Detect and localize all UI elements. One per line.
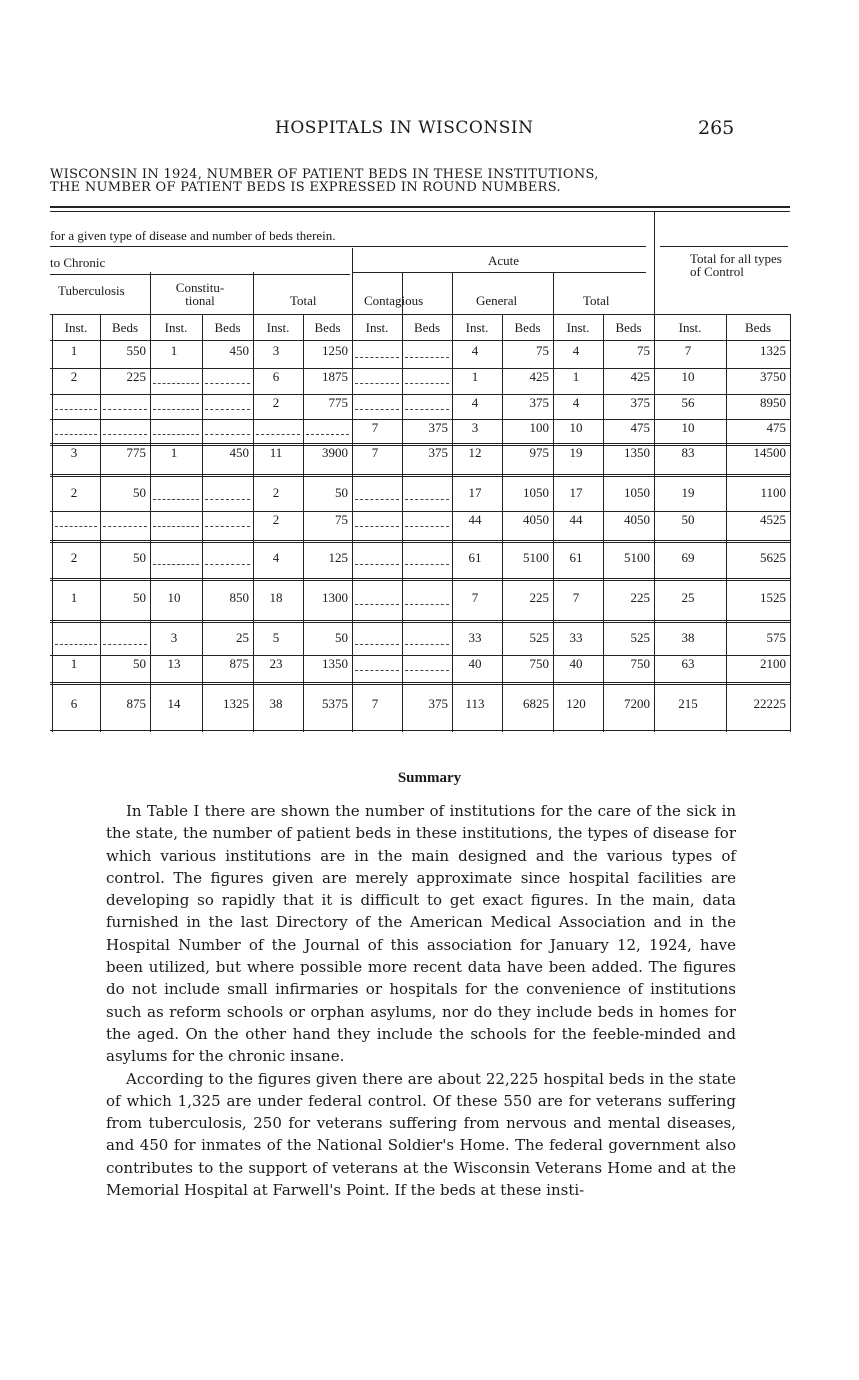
table-column-rule	[654, 212, 655, 732]
table-cell: 4	[572, 343, 580, 358]
column-header-beds: Beds	[414, 320, 440, 335]
table-cell: 1350	[624, 445, 650, 460]
table-cell: 50	[133, 590, 146, 605]
table-cell: 14	[167, 696, 181, 711]
table-cell: 775	[126, 445, 146, 460]
table-cell: 44	[468, 512, 482, 527]
table-cell: 113	[465, 696, 485, 711]
row-rule	[50, 730, 790, 731]
table-cell: 5	[272, 630, 280, 645]
empty-cell-dash	[405, 499, 449, 500]
table-cell: 3	[272, 343, 280, 358]
column-header-beds: Beds	[112, 320, 138, 335]
table-cell: 4525	[760, 512, 786, 527]
table-cell: 6	[272, 369, 280, 384]
column-header-inst: Inst.	[566, 320, 590, 335]
table-cell: 575	[766, 630, 786, 645]
empty-cell-dash	[205, 434, 250, 435]
table-cell: 4	[471, 343, 479, 358]
table-cell: 75	[536, 343, 549, 358]
empty-cell-dash	[153, 499, 199, 500]
table-cell: 7	[371, 696, 379, 711]
column-header-beds: Beds	[214, 320, 241, 335]
table-cell: 550	[126, 343, 146, 358]
table-cell: 7	[572, 590, 580, 605]
table-cell: 100	[529, 420, 549, 435]
empty-cell-dash	[205, 526, 250, 527]
chronic-sub-rule	[150, 274, 350, 275]
table-cell: 3900	[322, 445, 348, 460]
empty-cell-dash	[103, 434, 147, 435]
table-cell: 525	[630, 630, 650, 645]
table-cell: 1	[170, 445, 178, 460]
table-cell: 18	[269, 590, 283, 605]
table-column-rule	[352, 248, 353, 732]
table-cell: 1	[572, 369, 580, 384]
empty-cell-dash	[205, 409, 250, 410]
table-cell: 75	[637, 343, 650, 358]
empty-cell-dash	[355, 644, 399, 645]
table-cell: 3750	[760, 369, 786, 384]
summary-paragraph-2: According to the figures given there are about 22,225 hospital beds in the state of which 1,325 are under federal control. Of these 550 are for veterans suffering from tuberculosis, 250 for veterans suffering from nervous and mental diseases, and 450 for inmates of the National Soldier's Home. The federal government also contributes to the support of veterans at the Wisconsin Veterans Home and at the Memorial Hospital at Farwell's Point. If the beds at these insti-	[106, 1069, 736, 1200]
table-cell: 750	[529, 656, 549, 671]
table-cell: 375	[428, 696, 448, 711]
header-acute: Acute	[488, 253, 520, 268]
table-cell: 375	[630, 395, 650, 410]
table-cell: 50	[335, 630, 348, 645]
table-cell: 1325	[760, 343, 786, 358]
empty-cell-dash	[355, 383, 399, 384]
column-header-inst: Inst.	[678, 320, 702, 335]
table-cell: 215	[678, 696, 698, 711]
table-cell: 50	[335, 485, 348, 500]
caption-line-2: THE NUMBER OF PATIENT BEDS IS EXPRESSED IN ROUND NUMBERS.	[50, 180, 561, 195]
table-cell: 1	[70, 656, 78, 671]
table-cell: 4050	[624, 512, 650, 527]
header-tuberculosis: Tuberculosis	[58, 283, 125, 298]
table-cell: 2	[272, 395, 280, 410]
table-cell: 50	[133, 485, 146, 500]
table-cell: 875	[229, 656, 249, 671]
table-cell: 11	[269, 445, 283, 460]
table-cell: 10	[681, 369, 695, 384]
table-cell: 8950	[760, 395, 786, 410]
table-column-rule	[790, 314, 791, 732]
table-cell: 120	[566, 696, 586, 711]
row-rule	[50, 540, 790, 543]
column-header-beds: Beds	[615, 320, 642, 335]
empty-cell-dash	[103, 644, 147, 645]
column-header-inst: Inst.	[465, 320, 489, 335]
table-cell: 775	[328, 395, 348, 410]
table-cell: 1	[471, 369, 479, 384]
table-cell: 375	[428, 445, 448, 460]
table-cell: 19	[569, 445, 583, 460]
table-cell: 2	[272, 485, 280, 500]
table-cell: 3	[170, 630, 178, 645]
header-rule-top	[50, 246, 646, 247]
table-cell: 1325	[223, 696, 249, 711]
caption-rule	[50, 206, 790, 212]
header-rule-total	[660, 246, 788, 247]
table-cell: 1875	[322, 369, 348, 384]
col-header-rule-top	[50, 314, 790, 315]
table-cell: 6	[70, 696, 78, 711]
empty-cell-dash	[405, 564, 449, 565]
table-cell: 225	[126, 369, 146, 384]
table-cell: 7	[371, 420, 379, 435]
caption-line-1: WISCONSIN IN 1924, NUMBER OF PATIENT BEDS IN THESE INSTITUTIONS,	[50, 167, 599, 182]
header-constitutional: Constitu- tional	[175, 280, 225, 308]
table-cell: 33	[569, 630, 583, 645]
table-cell: 17	[468, 485, 482, 500]
table-cell: 75	[335, 512, 348, 527]
table-cell: 4	[272, 550, 280, 565]
empty-cell-dash	[153, 434, 199, 435]
table-cell: 7200	[624, 696, 650, 711]
table-cell: 125	[328, 550, 348, 565]
header-chronic-total: Total	[290, 293, 317, 308]
table-cell: 475	[630, 420, 650, 435]
table-cell: 7	[684, 343, 692, 358]
empty-cell-dash	[256, 434, 300, 435]
table-cell: 61	[569, 550, 583, 565]
empty-cell-dash	[55, 526, 97, 527]
table-cell: 2	[272, 512, 280, 527]
column-header-inst: Inst.	[164, 320, 188, 335]
table-cell: 33	[468, 630, 482, 645]
table-cell: 25	[681, 590, 695, 605]
empty-cell-dash	[205, 499, 250, 500]
table-cell: 1	[70, 343, 78, 358]
table-cell: 40	[569, 656, 583, 671]
summary-body	[106, 800, 736, 1201]
table-cell: 17	[569, 485, 583, 500]
table-cell: 875	[126, 696, 146, 711]
column-header-beds: Beds	[745, 320, 771, 335]
header-general: General	[476, 293, 518, 308]
row-rule	[50, 620, 790, 623]
empty-cell-dash	[355, 564, 399, 565]
table-cell: 7	[371, 445, 379, 460]
table-cell: 38	[269, 696, 283, 711]
table-cell: 1250	[322, 343, 348, 358]
table-cell: 23	[269, 656, 283, 671]
table-cell: 1050	[523, 485, 549, 500]
table-cell: 525	[529, 630, 549, 645]
empty-cell-dash	[205, 564, 250, 565]
table-cell: 375	[529, 395, 549, 410]
column-header-beds: Beds	[514, 320, 541, 335]
table-cell: 2	[70, 550, 78, 565]
table-cell: 50	[133, 550, 146, 565]
table-cell: 3	[70, 445, 78, 460]
table-cell: 425	[529, 369, 549, 384]
table-cell: 1525	[760, 590, 786, 605]
running-head	[0, 118, 859, 142]
table-cell: 22225	[753, 696, 786, 711]
header-acute-total: Total	[583, 293, 610, 308]
table-column-rule	[402, 272, 403, 732]
table-cell: 5100	[624, 550, 650, 565]
table-top-note: for a given type of disease and number of beds therein.	[50, 228, 336, 243]
table-cell: 61	[468, 550, 482, 565]
empty-cell-dash	[55, 409, 97, 410]
column-header-inst: Inst.	[266, 320, 290, 335]
table-cell: 2100	[760, 656, 786, 671]
empty-cell-dash	[355, 670, 399, 671]
table-cell: 1	[170, 343, 178, 358]
table-cell: 1100	[760, 485, 786, 500]
table-cell: 10	[167, 590, 181, 605]
table-cell: 63	[681, 656, 695, 671]
page-number: 265	[698, 117, 735, 139]
empty-cell-dash	[355, 499, 399, 500]
table-cell: 44	[569, 512, 583, 527]
table-cell: 4050	[523, 512, 549, 527]
empty-cell-dash	[55, 644, 97, 645]
page-title: HOSPITALS IN WISCONSIN	[275, 118, 534, 138]
table-cell: 1050	[624, 485, 650, 500]
table-cell: 83	[681, 445, 695, 460]
table-cell: 225	[529, 590, 549, 605]
row-rule	[50, 474, 790, 477]
empty-cell-dash	[153, 409, 199, 410]
table-cell: 225	[630, 590, 650, 605]
acute-rule	[352, 272, 646, 273]
empty-cell-dash	[405, 409, 449, 410]
empty-cell-dash	[405, 604, 449, 605]
table-cell: 69	[681, 550, 695, 565]
empty-cell-dash	[405, 383, 449, 384]
table-cell: 750	[630, 656, 650, 671]
table-cell: 2	[70, 369, 78, 384]
column-header-inst: Inst.	[64, 320, 88, 335]
column-header-inst: Inst.	[365, 320, 389, 335]
table-cell: 475	[766, 420, 786, 435]
col-header-rule-bottom	[50, 340, 790, 341]
empty-cell-dash	[405, 357, 449, 358]
header-contagious: Contagious	[364, 293, 424, 308]
table-cell: 5625	[760, 550, 786, 565]
empty-cell-dash	[405, 670, 449, 671]
table-cell: 5100	[523, 550, 549, 565]
table-cell: 4	[471, 395, 479, 410]
table-cell: 975	[529, 445, 549, 460]
empty-cell-dash	[405, 526, 449, 527]
table-cell: 10	[681, 420, 695, 435]
empty-cell-dash	[103, 526, 147, 527]
empty-cell-dash	[153, 564, 199, 565]
table-cell: 375	[428, 420, 448, 435]
table-cell: 50	[133, 656, 146, 671]
table-cell: 25	[236, 630, 249, 645]
table-cell: 1	[70, 590, 78, 605]
table-cell: 7	[471, 590, 479, 605]
table-cell: 425	[630, 369, 650, 384]
table-cell: 1350	[322, 656, 348, 671]
empty-cell-dash	[355, 604, 399, 605]
table-cell: 56	[681, 395, 695, 410]
table-cell: 2	[70, 485, 78, 500]
empty-cell-dash	[355, 409, 399, 410]
table-cell: 40	[468, 656, 482, 671]
empty-cell-dash	[355, 357, 399, 358]
table-cell: 10	[569, 420, 583, 435]
table-caption	[50, 168, 790, 194]
empty-cell-dash	[355, 526, 399, 527]
empty-cell-dash	[205, 383, 250, 384]
table-cell: 450	[229, 343, 249, 358]
empty-cell-dash	[405, 644, 449, 645]
table-cell: 1300	[322, 590, 348, 605]
row-rule	[50, 578, 790, 581]
table-cell: 450	[229, 445, 249, 460]
empty-cell-dash	[306, 434, 349, 435]
empty-cell-dash	[55, 434, 97, 435]
table-cell: 14500	[753, 445, 786, 460]
table-cell: 4	[572, 395, 580, 410]
summary-paragraph-1: In Table I there are shown the number of institutions for the care of the sick in the state, the number of patient beds in these institutions, the types of disease for which various institutions are in the main designed and the various types of control. The figures given are merely approximate since hospital facilities are developing so rapidly that it is difficult to get exact figures. In the main, data furnished in the last Directory of the American Medical Association and in the Hospital Number of the Journal of this association for January 12, 1924, have been utilized, but where possible more recent data have been added. The figures do not include small infirmaries or hospitals for the convenience of institutions such as reform schools or orphan asylums, nor do they include beds in homes for the aged. On the other hand they include the schools for the feeble-minded and asylums for the chronic insane.	[106, 802, 736, 1066]
table-cell: 6825	[523, 696, 549, 711]
summary-heading: Summary	[397, 770, 462, 786]
table-cell: 3	[471, 420, 479, 435]
empty-cell-dash	[153, 526, 199, 527]
table-cell: 19	[681, 485, 695, 500]
table-cell: 12	[468, 445, 482, 460]
row-rule	[50, 682, 790, 685]
empty-cell-dash	[103, 409, 147, 410]
table-cell: 850	[229, 590, 249, 605]
table-cell: 13	[167, 656, 181, 671]
header-chronic: to Chronic	[50, 255, 106, 270]
empty-cell-dash	[153, 383, 199, 384]
table-cell: 5375	[322, 696, 348, 711]
table-cell: 50	[681, 512, 695, 527]
column-header-beds: Beds	[314, 320, 341, 335]
table-cell: 38	[681, 630, 695, 645]
header-total-all: Total for all types of Control	[690, 251, 782, 279]
